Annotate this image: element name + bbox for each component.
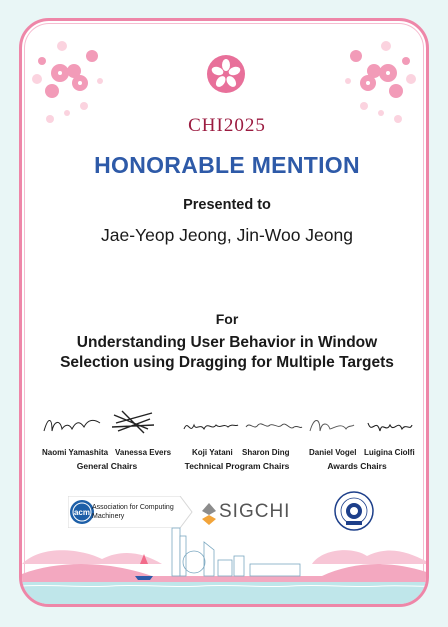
chair-name: Daniel Vogel: [309, 448, 357, 457]
award-title: HONORABLE MENTION: [94, 152, 360, 178]
signature-koji-yatani: [180, 411, 240, 443]
group-label-technical-program-chairs: Technical Program Chairs: [184, 461, 290, 471]
conference-logo-text: CHI2025: [188, 115, 266, 136]
group-label-general-chairs: General Chairs: [76, 461, 138, 471]
chair-name: Naomi Yamashita: [42, 448, 109, 457]
cherry-blossom-icon: [206, 54, 246, 94]
signature-naomi-yamashita: [40, 409, 104, 441]
group-label-awards-chairs: Awards Chairs: [327, 461, 387, 471]
acm-badge-text: acm: [73, 508, 91, 517]
signature-sharon-ding: [242, 411, 306, 443]
acm-name: Association for Computing Machinery: [92, 504, 174, 520]
paper-title: Understanding User Behavior in Window Selection using Dragging for Multiple Targets: [60, 334, 394, 371]
certificate: [19, 18, 429, 607]
chair-name: Sharon Ding: [242, 448, 290, 457]
chair-name: Koji Yatani: [192, 448, 233, 457]
signature-luigina-ciolfi: [364, 411, 414, 443]
chair-name: Luigina Ciolfi: [364, 448, 415, 457]
presented-to-label: Presented to: [183, 197, 271, 213]
signature-vanessa-evers: [108, 405, 158, 437]
city-skyline-illustration: [22, 504, 429, 604]
signature-daniel-vogel: [306, 411, 356, 443]
for-label: For: [215, 311, 239, 327]
chair-name: Vanessa Evers: [115, 448, 172, 457]
recipients: Jae-Yeop Jeong, Jin-Woo Jeong: [101, 225, 353, 245]
sigchi-logo-text: SIGCHI: [219, 501, 291, 522]
